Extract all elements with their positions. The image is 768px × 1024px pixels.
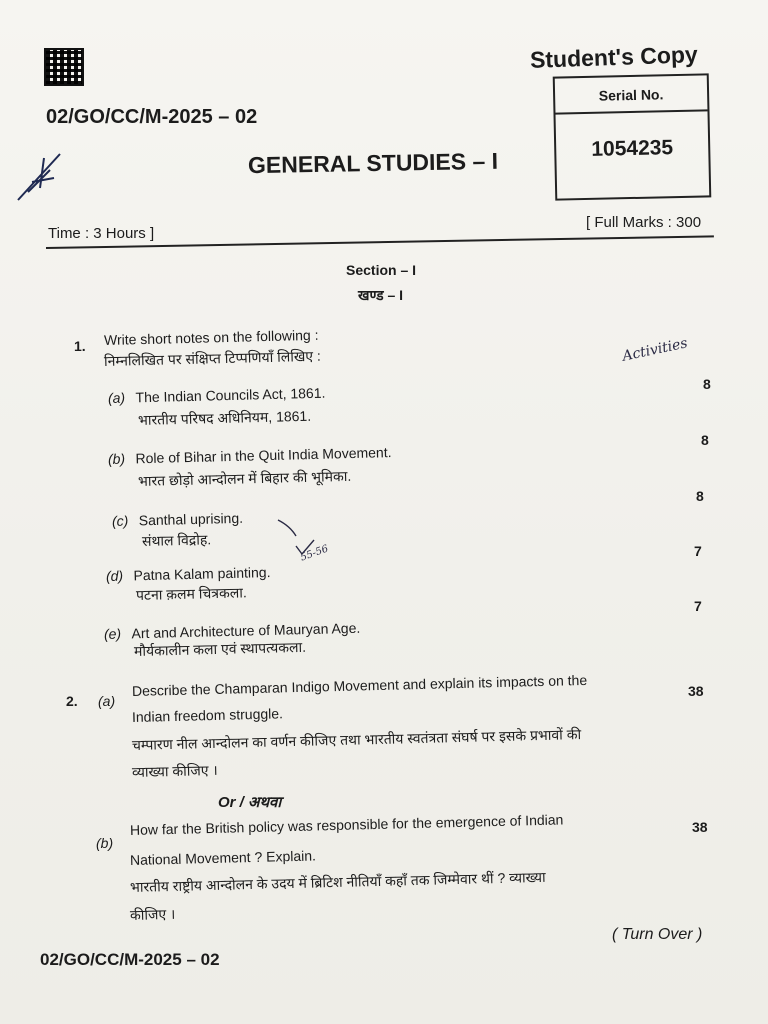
q2-part-b-en-line1: How far the British policy was responsible for the emergence of Indian xyxy=(129,811,564,838)
q1-part-b-en: Role of Bihar in the Quit India Movement. xyxy=(135,444,392,467)
q1-part-b-hi: भारत छोड़ो आन्दोलन में बिहार की भूमिका. xyxy=(137,467,352,489)
q2-part-b-marks: 38 xyxy=(692,819,708,835)
section-title-en: Section – I xyxy=(346,262,417,278)
q1-part-e-marks: 7 xyxy=(694,598,702,614)
serial-label: Serial No. xyxy=(555,75,708,114)
q2-part-a-marks: 38 xyxy=(688,683,704,699)
paper-title: GENERAL STUDIES – I xyxy=(247,147,499,179)
q1-part-a xyxy=(108,385,326,408)
copy-label: Student's Copy xyxy=(529,41,699,73)
handwritten-page-ref: 55-56 xyxy=(298,543,330,564)
q1-part-a-letter: (a) xyxy=(107,389,126,406)
q1-part-c xyxy=(112,510,243,531)
q2-part-b-en-line2: National Movement ? Explain. xyxy=(129,847,317,868)
q1-part-a-hi: भारतीय परिषद अधिनियम, 1861. xyxy=(137,407,312,428)
q1-part-d-letter: (d) xyxy=(105,567,124,584)
q2-part-a-hi-line1: चम्पारण नील आन्दोलन का वर्णन कीजिए तथा भारतीय स्वतंत्रता संघर्ष पर इसके प्रभावों की xyxy=(131,726,582,753)
q1-part-d-en: Patna Kalam painting. xyxy=(133,563,271,584)
signature-scribble-icon xyxy=(14,148,68,208)
question-1-number: 1. xyxy=(74,338,86,354)
q1-part-b-marks: 8 xyxy=(701,432,709,448)
q2-part-b-hi-line2: कीजिए । xyxy=(129,905,176,923)
q1-part-c-en: Santhal uprising. xyxy=(138,509,244,529)
question-1-prompt-hi: निम्नलिखित पर संक्षिप्त टिप्पणियाँ लिखिए : xyxy=(103,347,321,369)
question-1-prompt-en: Write short notes on the following : xyxy=(103,326,319,348)
full-marks: [ Full Marks : 300 xyxy=(586,214,702,231)
q1-part-d-marks: 7 xyxy=(694,543,702,559)
serial-number: 1054235 xyxy=(591,136,674,161)
paper-code: 02/GO/CC/M-2025 – 02 xyxy=(46,106,258,128)
serial-box xyxy=(553,73,712,200)
qr-code-icon xyxy=(44,48,84,86)
q2-part-a-en-line1: Describe the Champaran Indigo Movement and explain its impacts on the xyxy=(131,671,588,699)
q1-part-a-marks: 8 xyxy=(703,376,711,392)
q1-part-c-marks: 8 xyxy=(696,488,704,504)
q1-part-b-letter: (b) xyxy=(107,450,126,467)
q1-part-a-en: The Indian Councils Act, 1861. xyxy=(135,384,326,406)
turn-over-label: ( Turn Over ) xyxy=(612,926,703,943)
q1-part-e-en: Art and Architecture of Mauryan Age. xyxy=(131,619,361,642)
q2-part-a-hi-line2: व्याख्या कीजिए । xyxy=(131,761,218,780)
or-separator: Or / अथवा xyxy=(218,794,282,811)
time-allowed: Time : 3 Hours ] xyxy=(48,225,155,242)
section-title-hi: खण्ड – I xyxy=(358,287,404,303)
footer-paper-code: 02/GO/CC/M-2025 – 02 xyxy=(40,950,220,969)
q1-part-b xyxy=(108,444,392,469)
q1-part-d-hi: पटना क़लम चित्रकला. xyxy=(135,584,247,603)
q2-part-b-letter: (b) xyxy=(96,835,114,851)
q2-part-a-en-line2: Indian freedom struggle. xyxy=(131,705,284,725)
handwritten-margin-note: Activities xyxy=(621,335,689,365)
q1-part-c-letter: (c) xyxy=(111,512,129,529)
q1-part-e-hi: मौर्यकालीन कला एवं स्थापत्यकला. xyxy=(133,638,307,659)
question-2-number: 2. xyxy=(66,693,78,709)
q1-part-c-hi: संथाल विद्रोह. xyxy=(141,531,212,549)
q2-part-a-letter: (a) xyxy=(98,693,116,709)
q2-part-b-hi-line1: भारतीय राष्ट्रीय आन्दोलन के उदय में ब्रिटिश नीतियाँ कहाँ तक जिम्मेवार थीं ? व्याख्या xyxy=(129,868,546,895)
q1-part-e-letter: (e) xyxy=(103,625,122,642)
